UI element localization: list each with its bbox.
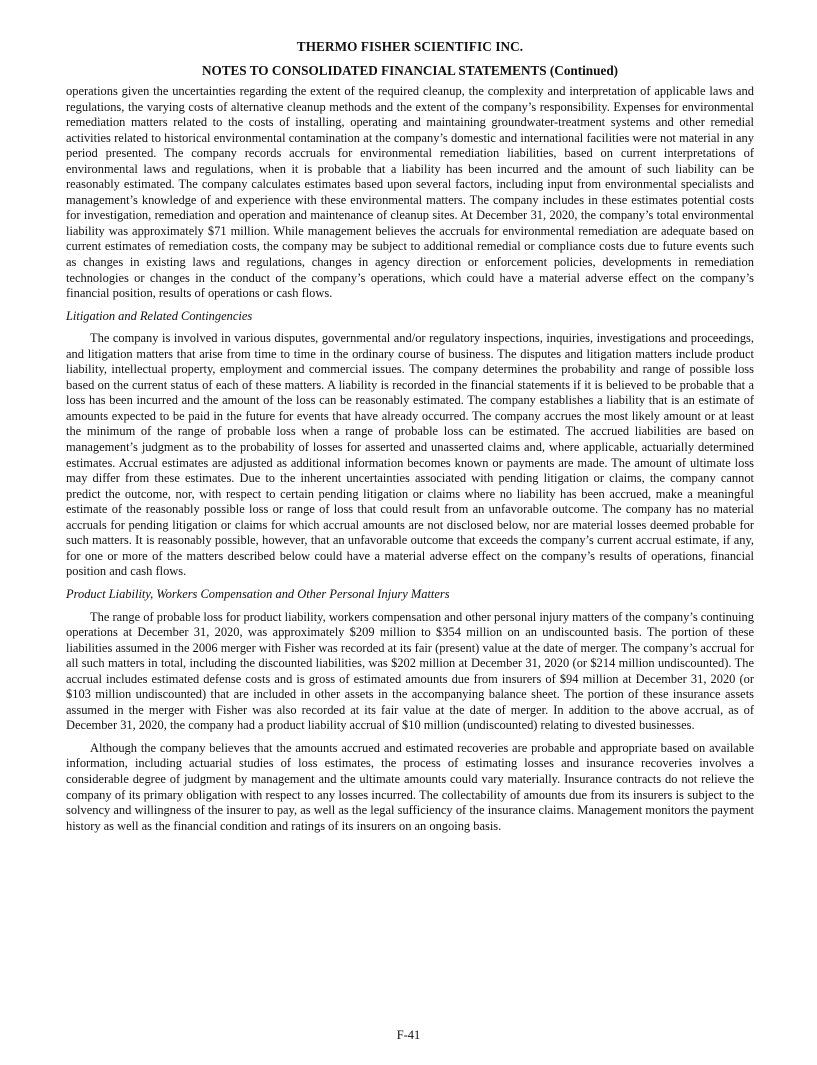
heading-product-liability: Product Liability, Workers Compensation and Other Personal Injury Matters (66, 586, 450, 601)
company-name: THERMO FISHER SCIENTIFIC INC. (296, 39, 524, 54)
paragraph-product-liability: The range of probable loss for product liability, workers compensation and other personal injury matters of the company’s continuing operations at December 31, 2020, was approximately $209 million to $354 million on an undiscounted basis. The portion of these liabilities assumed in the 2006 merger with Fisher was recorded at its fair (present) value at the date of merger. The company’s accrual for all such matters in total, including the discounted liabilities, was $202 million at December 31, 2020 (or $214 million undiscounted). The accrual includes estimated defense costs and is gross of estimated amounts due from insurers of $94 million at December 31, 2020 (or $103 million undiscounted) that are included in other assets in the accompanying balance sheet. The portion of these insurance assets assumed in the merger with Fisher was also recorded at its fair value at the date of merger. In addition to the above accrual, as of December 31, 2020, the company had a product liability accrual of $10 million (undiscounted) relating to divested businesses. (66, 609, 754, 733)
heading-litigation: Litigation and Related Contingencies (66, 308, 253, 323)
page-subtitle: NOTES TO CONSOLIDATED FINANCIAL STATEMENTS (Continued) (201, 63, 619, 78)
paragraph-litigation: The company is involved in various disputes, governmental and/or regulatory inspections, inquiries, investigations and proceedings, and litigation matters that arise from time to time in the ordinary course of business. The disputes and litigation matters include product liability, intellectual property, employment and commercial issues. The company determines the probability and range of possible loss based on the current status of each of these matters. A liability is recorded in the financial statements if it is believed to be probable that a loss has been incurred and the amount of the loss can be reasonably estimated. The company establishes a liability that is an estimate of amounts expected to be paid in the future for events that have already occurred. The company accrues the most likely amount or at least the minimum of the range of probable loss when a range of probable loss can be estimated. The accrued liabilities are based on management’s judgment as to the probability of losses for asserted and unasserted claims and, where applicable, actuarially determined estimates. Accrual estimates are adjusted as additional information becomes known or payments are made. The amount of ultimate loss may differ from these estimates. Due to the inherent uncertainties associated with pending litigation or claims, the company cannot predict the outcome, nor, with respect to certain pending litigation or claims where no liability has been accrued, make a meaningful estimate of the reasonably possible loss or range of loss that could result from an unfavorable outcome. The company has no material accruals for pending litigation or claims for which accrual amounts are not disclosed below, nor are material losses deemed probable for such matters. It is reasonably possible, however, that an unfavorable outcome that exceeds the company’s current accrual estimate, if any, for one or more of the matters described below could have a material adverse effect on the company’s results of operations, financial position and cash flows. (66, 331, 754, 579)
document-page (66, 38, 754, 834)
page-number: F-41 (396, 1028, 421, 1042)
paragraph-environmental: operations given the uncertainties regarding the extent of the required cleanup, the complexity and interpretation of applicable laws and regulations, the varying costs of alternative cleanup methods and the extent of the company’s responsibility. Expenses for environmental remediation matters related to the costs of installing, operating and maintaining groundwater-treatment systems and other remedial activities related to historical environmental contamination at the company’s domestic and international facilities were not material in any period presented. The company records accruals for environmental remediation liabilities, based on current interpretations of environmental laws and regulations, when it is probable that a liability has been incurred and the amount of such liability can be reasonably estimated. The company calculates estimates based upon several factors, including input from environmental specialists and management’s knowledge of and experience with these environmental matters. The company includes in these estimates potential costs for investigation, remediation and operation and maintenance of cleanup sites. At December 31, 2020, the company’s total environmental liability was approximately $71 million. While management believes the accruals for environmental remediation are adequate based on current estimates of remediation costs, the company may be subject to additional remedial or compliance costs due to future events such as changes in existing laws and regulations, changes in agency direction or enforcement policies, developments in remediation technologies or changes in the conduct of the company’s operations, which could have a material adverse effect on the company’s financial position, results of operations or cash flows. (66, 84, 754, 301)
paragraph-insurance: Although the company believes that the amounts accrued and estimated recoveries are probable and appropriate based on available information, including actuarial studies of loss estimates, the process of estimating losses and insurance recoveries involves a considerable degree of judgment by management and the ultimate amounts could vary materially. Insurance contracts do not relieve the company of its primary obligation with respect to any losses incurred. The collectability of amounts due from its insurers is subject to the solvency and willingness of the insurer to pay, as well as the legal sufficiency of the insurance claims. Management monitors the payment history as well as the financial condition and ratings of its insurers on an ongoing basis. (66, 740, 754, 833)
